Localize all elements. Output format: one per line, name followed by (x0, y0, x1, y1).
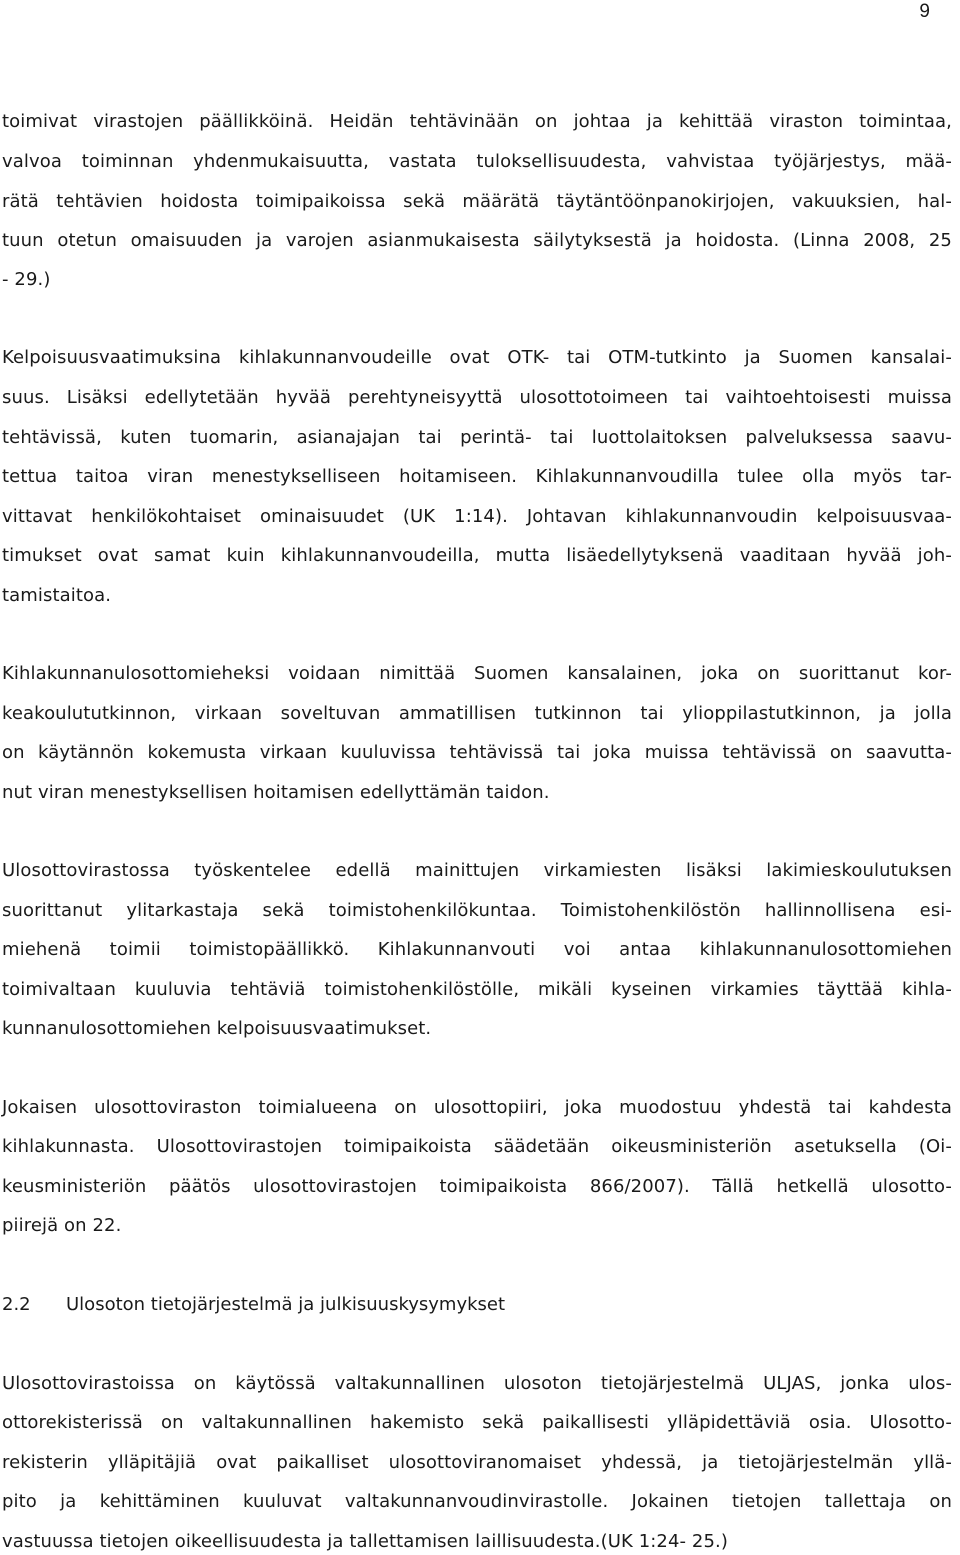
text-line: valvoa toiminnan yhdenmukaisuutta, vastata tuloksellisuudesta, vahvistaa työjärjestys, mää- (2, 151, 952, 172)
text-line: tamistaitoa. (2, 585, 112, 606)
text-line: Jokaisen ulosottoviraston toimialueena on ulosottopiiri, joka muodostuu yhdestä tai kahdesta (2, 1097, 952, 1118)
text-line: rätä tehtävien hoidosta toimipaikoissa sekä määrätä täytäntöönpanokirjojen, vakuuksien, hal- (2, 191, 952, 212)
section-title: Ulosoton tietojärjestelmä ja julkisuuskysymykset (66, 1294, 506, 1315)
text-line: Ulosottovirastoissa on käytössä valtakunnallinen ulosoton tietojärjestelmä ULJAS, jonka ulos- (2, 1373, 952, 1394)
text-line: timukset ovat samat kuin kihlakunnanvoudeilla, mutta lisäedellytyksenä vaaditaan hyvää joh- (2, 545, 952, 566)
text-line: toimivaltaan kuuluvia tehtäviä toimistohenkilöstölle, mikäli kyseinen virkamies täyttää kihla- (2, 979, 952, 1000)
section-number: 2.2 (2, 1294, 31, 1315)
text-line: on käytännön kokemusta virkaan kuuluvissa tehtävissä tai joka muissa tehtävissä on saavutta- (2, 742, 952, 763)
text-line: tehtävissä, kuten tuomarin, asianajajan tai perintä- tai luottolaitoksen palveluksessa saavu- (2, 427, 952, 448)
text-line: vittavat henkilökohtaiset ominaisuudet (UK 1:14). Johtavan kihlakunnanvoudin kelpoisuusvaa- (2, 506, 952, 527)
text-line: pito ja kehittäminen kuuluvat valtakunnanvoudinvirastolle. Jokainen tietojen tallettaja on (2, 1491, 952, 1512)
text-line: nut viran menestyksellisen hoitamisen edellyttämän taidon. (2, 782, 550, 803)
text-line: tettua taitoa viran menestykselliseen hoitamiseen. Kihlakunnanvoudilla tulee olla myös tar- (2, 466, 952, 487)
text-line: keusministeriön päätös ulosottovirastojen toimipaikoista 866/2007). Tällä hetkellä ulosotto- (2, 1176, 952, 1197)
text-line: - 29.) (2, 269, 51, 290)
text-line: ottorekisterissä on valtakunnallinen hakemisto sekä paikallisesti ylläpidettäviä osia. Ulosotto- (2, 1412, 952, 1433)
text-line: suorittanut ylitarkastaja sekä toimistohenkilökuntaa. Toimistohenkilöstön hallinnollisena esi- (2, 900, 952, 921)
text-line: suus. Lisäksi edellytetään hyvää perehtyneisyyttä ulosottotoimeen tai vaihtoehtoisesti muissa (2, 387, 952, 408)
text-line: toimivat virastojen päällikköinä. Heidän tehtävinään on johtaa ja kehittää viraston toimintaa, (2, 111, 952, 132)
text-line: vastuussa tietojen oikeellisuudesta ja tallettamisen laillisuudesta.(UK 1:24- 25.) (2, 1531, 728, 1552)
text-line: kunnanulosottomiehen kelpoisuusvaatimukset. (2, 1018, 432, 1039)
page-number: 9 (919, 1, 930, 22)
text-line: Kelpoisuusvaatimuksina kihlakunnanvoudeille ovat OTK- tai OTM-tutkinto ja Suomen kansalai- (2, 347, 952, 368)
text-line: miehenä toimii toimistopäällikkö. Kihlakunnanvouti voi antaa kihlakunnanulosottomiehen (2, 939, 952, 960)
text-line: keakoulututkinnon, virkaan soveltuvan ammatillisen tutkinnon tai ylioppilastutkinnon, ja jolla (2, 703, 952, 724)
text-line: Kihlakunnanulosottomieheksi voidaan nimittää Suomen kansalainen, joka on suorittanut kor- (2, 663, 952, 684)
text-line: rekisterin ylläpitäjiä ovat paikalliset ulosottoviranomaiset yhdessä, ja tietojärjestelmän yllä- (2, 1452, 952, 1473)
text-line: piirejä on 22. (2, 1215, 122, 1236)
text-line: Ulosottovirastossa työskentelee edellä mainittujen virkamiesten lisäksi lakimieskoulutuksen (2, 860, 952, 881)
text-line: kihlakunnasta. Ulosottovirastojen toimipaikoista säädetään oikeusministeriön asetuksella (Oi- (2, 1136, 952, 1157)
text-line: tuun otetun omaisuuden ja varojen asianmukaisesta säilytyksestä ja hoidosta. (Linna 2008, 25 (2, 230, 952, 251)
